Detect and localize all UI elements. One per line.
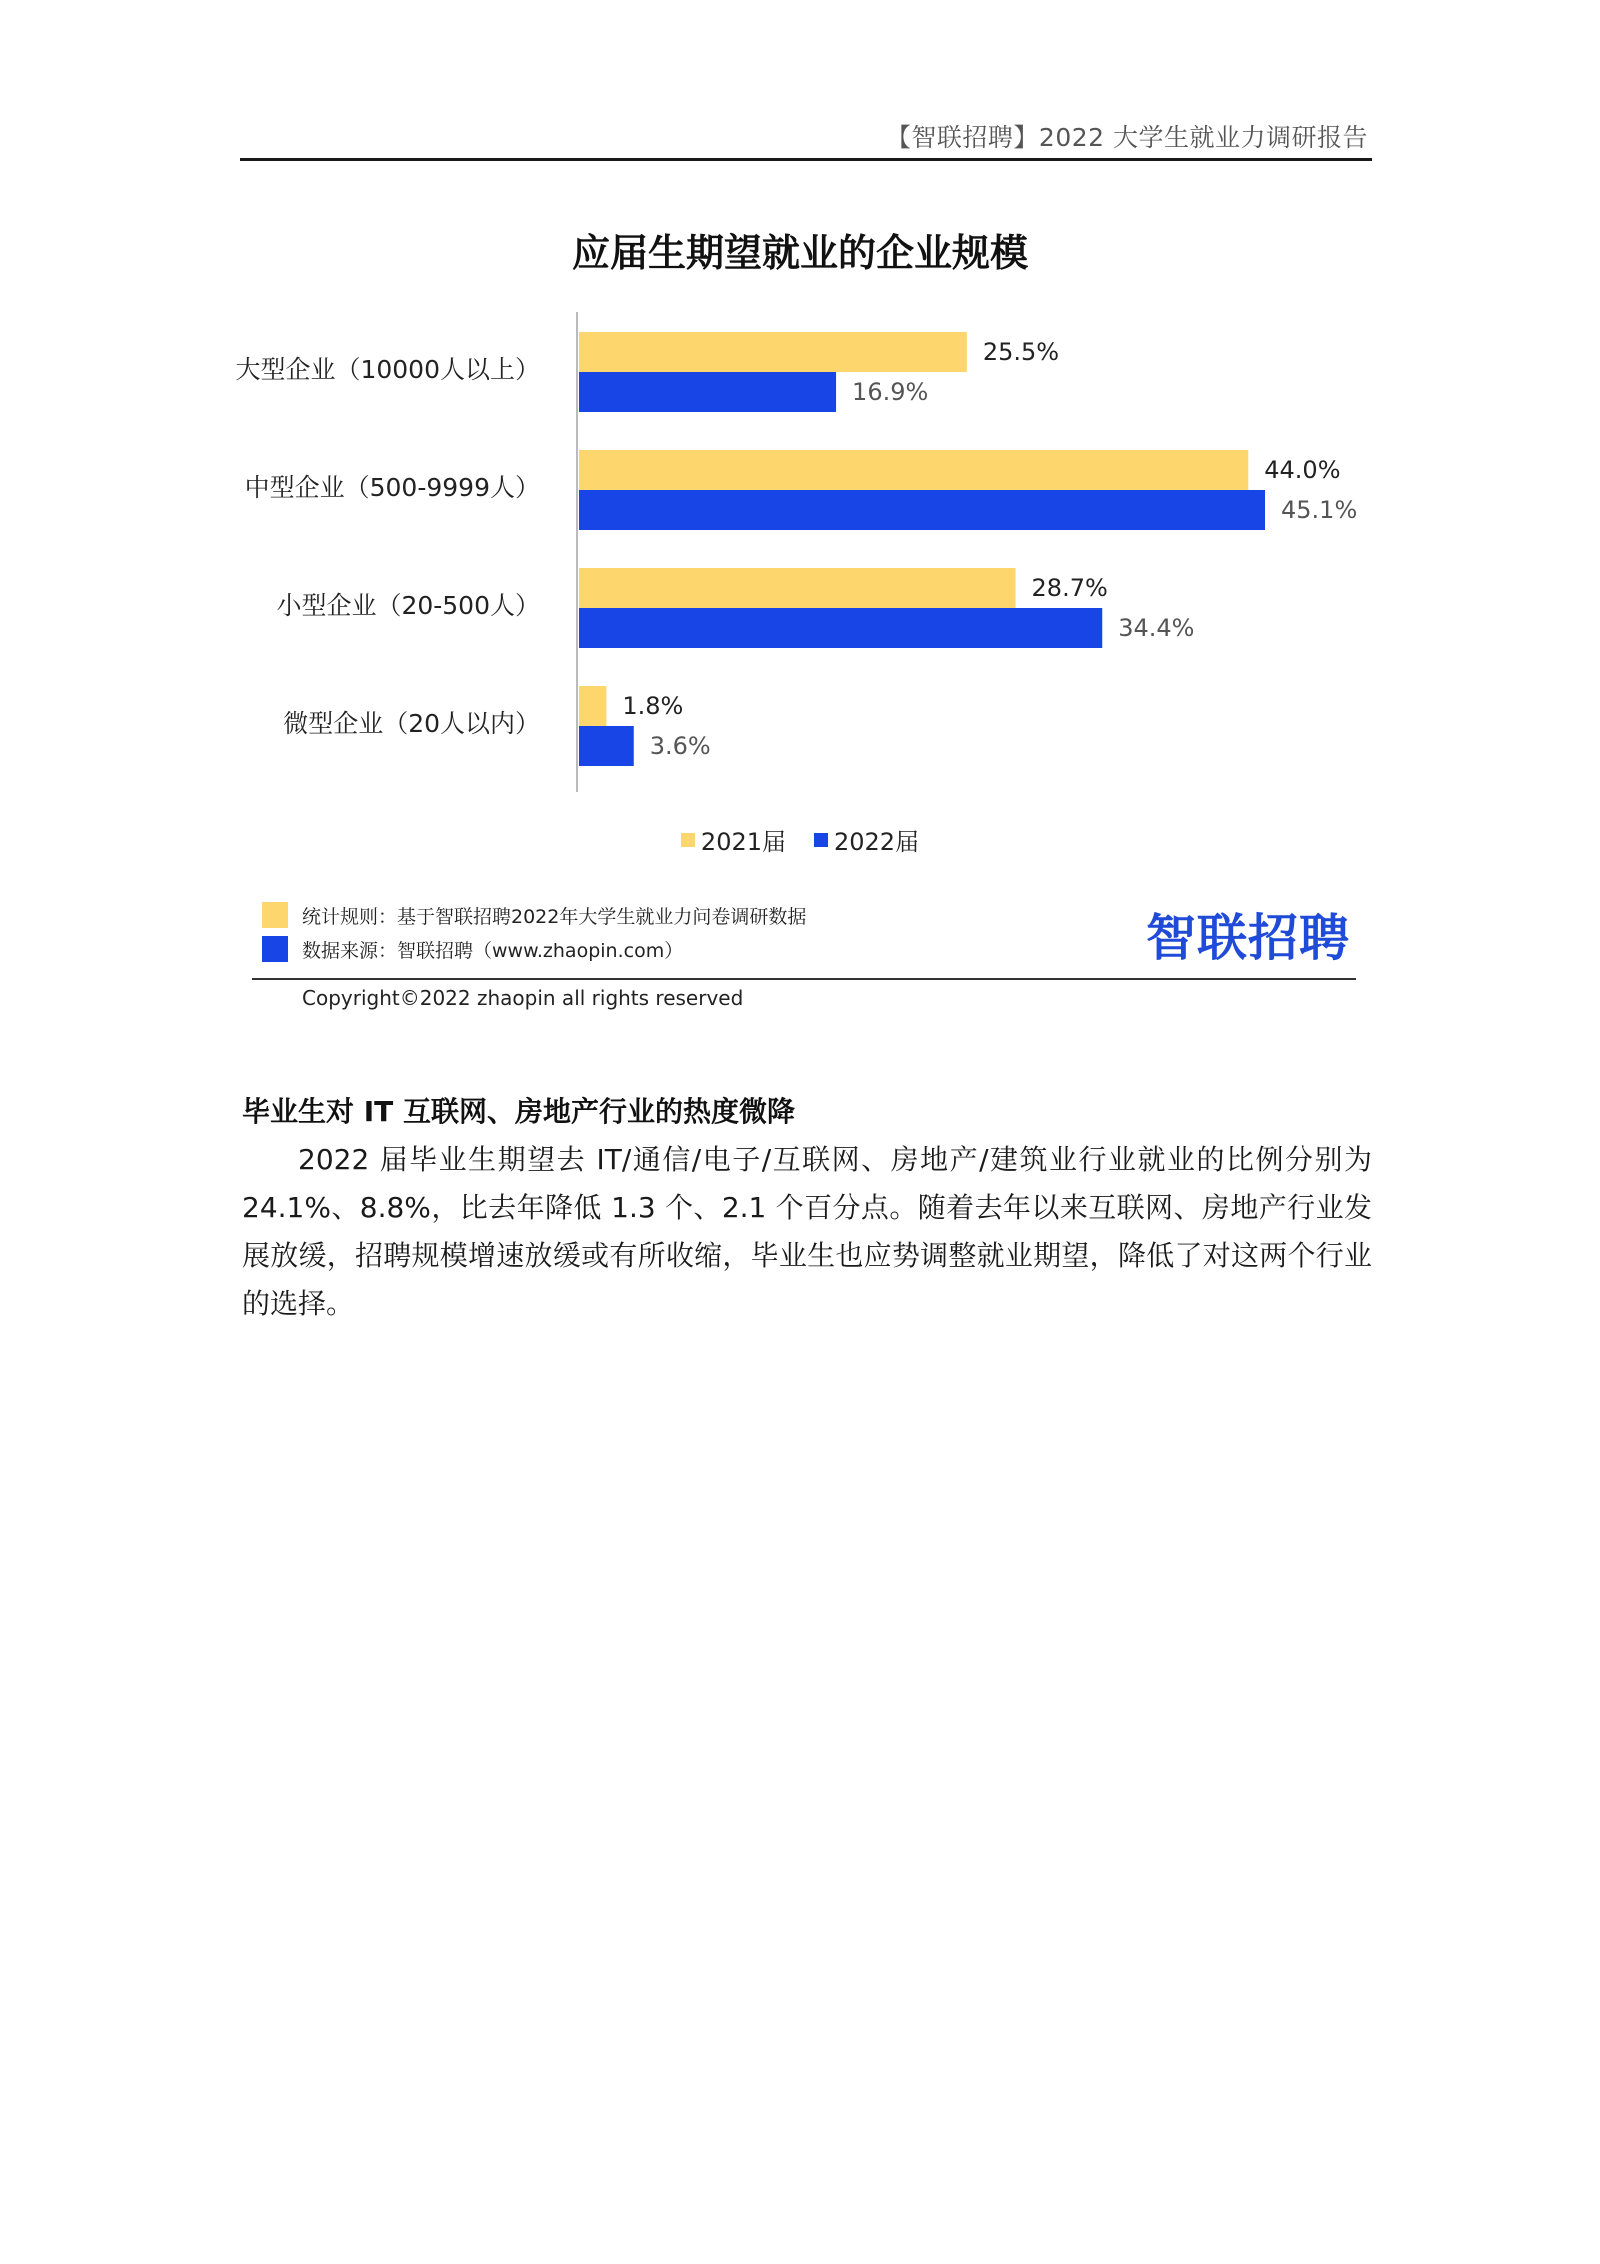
body-paragraph: 2022 届毕业生期望去 IT/通信/电子/互联网、房地产/建筑业行业就业的比例分别为 24.1%、8.8%，比去年降低 1.3 个、2.1 个百分点。随着去年以来互联网、房地产行业发展放缓，招聘规模增速放缓或有所收缩，毕业生也应势调整就业期望，降低了对这两个行业的选择。	[242, 1143, 1372, 1320]
copyright: Copyright©2022 zhaopin all rights reserved	[302, 986, 744, 1010]
chart-legend	[0, 822, 1600, 857]
data-label-2022-medium: 45.1%	[1281, 496, 1358, 524]
note-swatch-rule	[262, 902, 288, 928]
data-label-2022-small: 34.4%	[1118, 614, 1195, 642]
data-label-2021-small: 28.7%	[1031, 574, 1108, 602]
bar-2022-medium	[579, 490, 1265, 530]
section-heading: 毕业生对 IT 互联网、房地产行业的热度微降	[242, 1095, 796, 1128]
bar-2021-micro	[579, 686, 606, 726]
bar-2022-small	[579, 608, 1102, 648]
category-label-medium: 中型企业（500-9999人）	[244, 473, 540, 502]
category-label-large: 大型企业（10000人以上）	[235, 355, 540, 384]
legend-label-2022: 2022届	[834, 828, 920, 856]
legend-item-2021	[681, 822, 786, 857]
note-swatch-source	[262, 936, 288, 962]
legend-swatch-2022	[814, 833, 828, 847]
page-header: 【智联招聘】2022 大学生就业力调研报告	[885, 123, 1368, 152]
data-label-2021-medium: 44.0%	[1264, 456, 1341, 484]
bar-2022-large	[579, 372, 836, 412]
zhaopin-logo: 智联招聘	[1146, 909, 1350, 967]
data-label-2021-large: 25.5%	[982, 338, 1060, 366]
note-rule-text: 统计规则：基于智联招聘2022年大学生就业力问卷调研数据	[302, 905, 807, 928]
bar-2021-small	[579, 568, 1016, 608]
bar-2022-micro	[579, 726, 634, 766]
category-label-micro: 微型企业（20人以内）	[283, 709, 540, 738]
note-source	[262, 932, 806, 966]
legend-swatch-2021	[681, 833, 695, 847]
legend-item-2022	[814, 822, 919, 857]
bar-2021-large	[579, 332, 967, 372]
chart-title: 应届生期望就业的企业规模	[571, 231, 1028, 275]
note-rule	[262, 898, 806, 932]
data-label-2022-large: 16.9%	[852, 378, 929, 406]
bars-group	[579, 332, 1357, 766]
legend-label-2021: 2021届	[700, 828, 786, 856]
note-source-text: 数据来源：智联招聘（www.zhaopin.com）	[302, 939, 684, 962]
bar-chart	[0, 0, 1600, 820]
category-label-small: 小型企业（20-500人）	[276, 591, 540, 620]
notes-rule	[252, 978, 1356, 980]
data-label-2022-micro: 3.6%	[649, 732, 711, 760]
bar-2021-medium	[579, 450, 1248, 490]
data-label-2021-micro: 1.8%	[622, 692, 684, 720]
chart-notes	[262, 898, 806, 966]
